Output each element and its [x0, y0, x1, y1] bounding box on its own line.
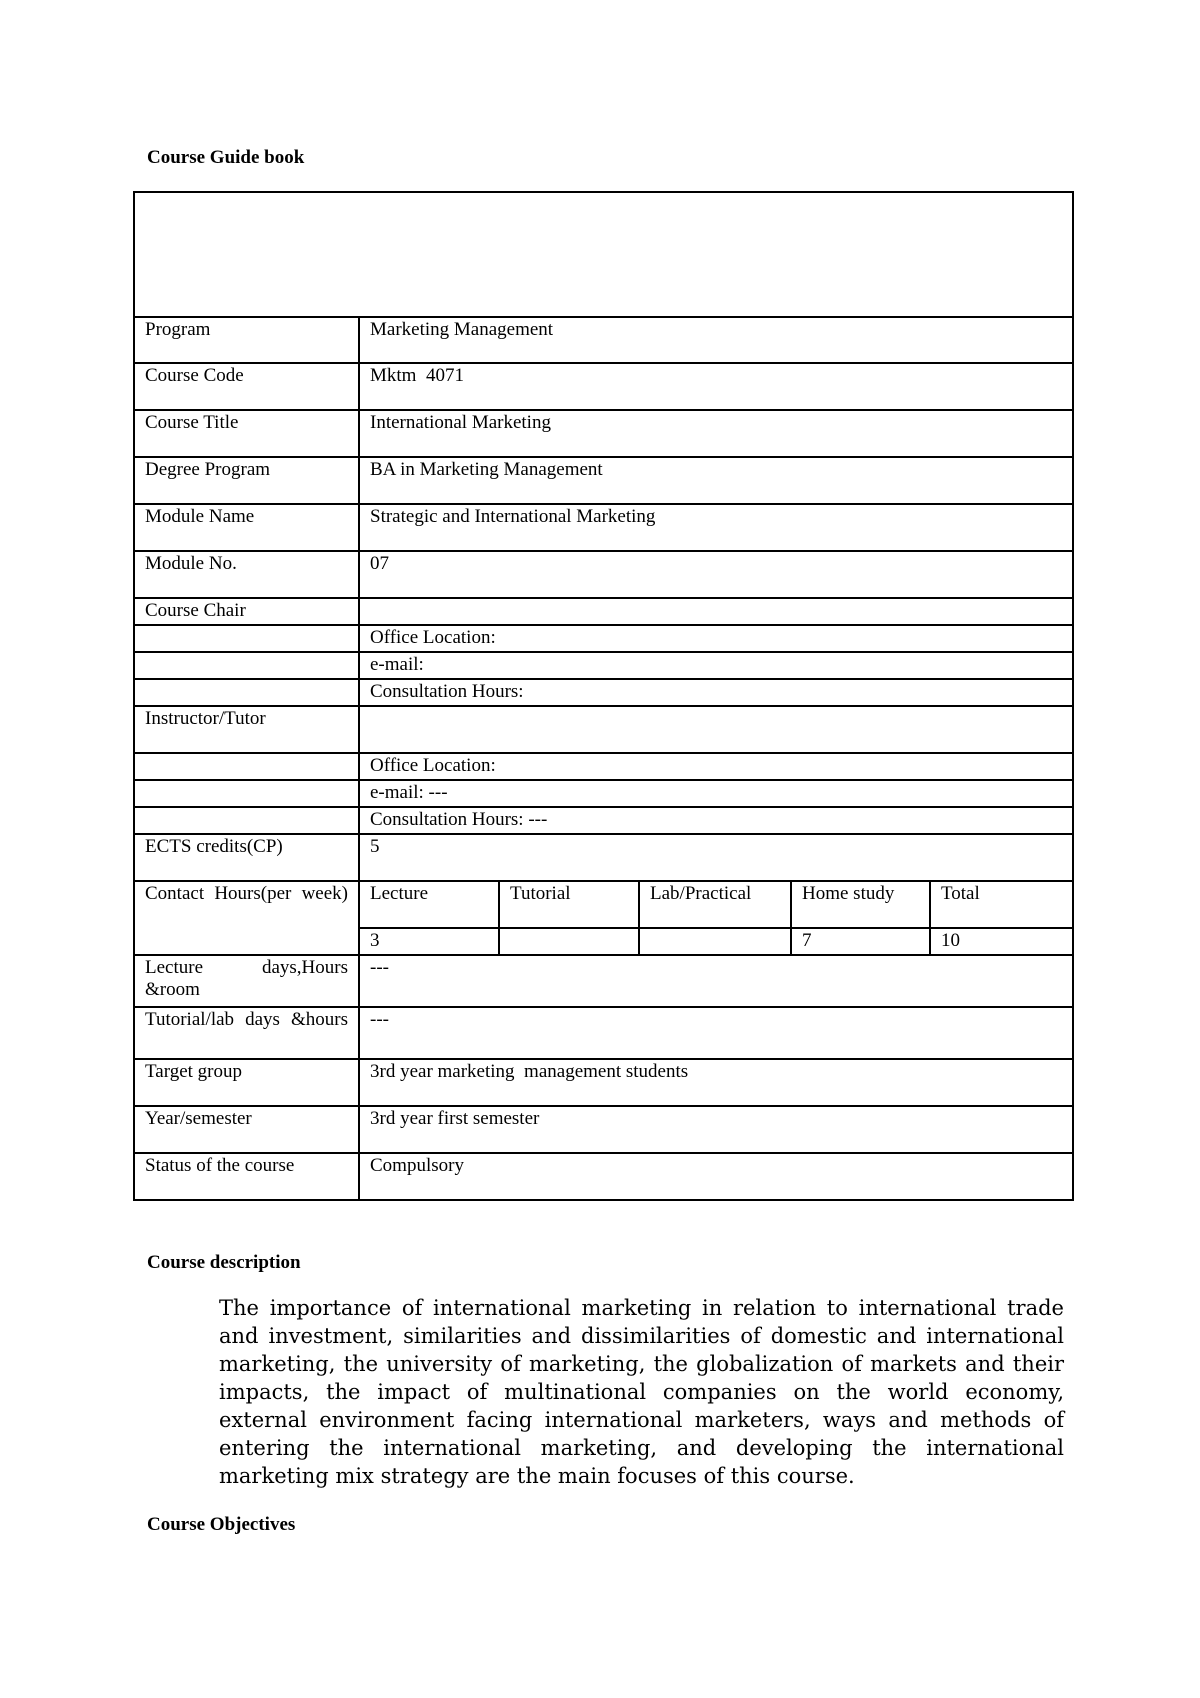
row-value: Mktm 4071: [359, 363, 1073, 410]
row-value: e-mail:: [359, 652, 1073, 679]
row-label: [134, 679, 359, 706]
row-label: [134, 807, 359, 834]
table-row: [134, 780, 1073, 807]
contact-value-cell: 10: [930, 928, 1073, 955]
row-label: Module No.: [134, 551, 359, 598]
row-label: Module Name: [134, 504, 359, 551]
table-row: [134, 457, 1073, 504]
row-value: e-mail: ---: [359, 780, 1073, 807]
row-label: Year/semester: [134, 1106, 359, 1153]
table-row: [134, 706, 1073, 753]
contact-header-cell: Total: [930, 881, 1073, 928]
course-description-text: [219, 1294, 1064, 1490]
contact-value-cell: [639, 928, 791, 955]
row-label: ECTS credits(CP): [134, 834, 359, 881]
row-label: Contact Hours(per week): [134, 881, 359, 955]
row-label: Status of the course: [134, 1153, 359, 1200]
row-label: Lecture days,Hours &room: [134, 955, 359, 1007]
table-row: [134, 753, 1073, 780]
course-objectives-heading: Course Objectives: [147, 1514, 296, 1535]
row-label: [134, 625, 359, 652]
row-value: Marketing Management: [359, 317, 1073, 363]
row-value: 3rd year marketing management students: [359, 1059, 1073, 1106]
row-value: 3rd year first semester: [359, 1106, 1073, 1153]
table-row: [134, 598, 1073, 625]
row-value: BA in Marketing Management: [359, 457, 1073, 504]
row-label: Target group: [134, 1059, 359, 1106]
row-value: Office Location:: [359, 753, 1073, 780]
contact-value-cell: [499, 928, 639, 955]
table-row: [134, 955, 1073, 1007]
row-label: [134, 780, 359, 807]
row-value: Consultation Hours:: [359, 679, 1073, 706]
table-header-blank-row: [134, 192, 1073, 317]
contact-header-cell: Lab/Practical: [639, 881, 791, 928]
table-row: [134, 363, 1073, 410]
row-value: Consultation Hours: ---: [359, 807, 1073, 834]
blank-header-cell: [134, 192, 1073, 317]
table-row: [134, 679, 1073, 706]
contact-value-cell: 3: [359, 928, 499, 955]
table-row: [134, 1007, 1073, 1059]
table-row: [134, 652, 1073, 679]
table-row: [134, 834, 1073, 881]
table-row: [134, 1059, 1073, 1106]
table-row: [134, 807, 1073, 834]
description-paragraph: The importance of international marketing in relation to international trade and investment, similarities and dissimilarities of domestic and international marketing, the university of marketing, the globalization of markets and their impacts, the impact of multinational companies on the world economy, external environment facing international marketers, ways and methods of entering the international marketing, and developing the international marketing mix strategy are the main focuses of this course.: [219, 1296, 1064, 1488]
row-value: ---: [359, 955, 1073, 1007]
contact-header-cell: Tutorial: [499, 881, 639, 928]
row-label: Course Title: [134, 410, 359, 457]
row-label: Course Chair: [134, 598, 359, 625]
course-info-table: [133, 191, 1074, 1201]
row-label: Instructor/Tutor: [134, 706, 359, 753]
table-row: [134, 1106, 1073, 1153]
contact-header-cell: Lecture: [359, 881, 499, 928]
table-row: [134, 1153, 1073, 1200]
row-value: Office Location:: [359, 625, 1073, 652]
row-value: 07: [359, 551, 1073, 598]
row-value: Compulsory: [359, 1153, 1073, 1200]
page-title: Course Guide book: [147, 147, 305, 168]
row-value: ---: [359, 1007, 1073, 1059]
row-value: Strategic and International Marketing: [359, 504, 1073, 551]
row-value: International Marketing: [359, 410, 1073, 457]
row-label: [134, 753, 359, 780]
table-row: [134, 317, 1073, 363]
table-row: [134, 551, 1073, 598]
row-value: 5: [359, 834, 1073, 881]
row-label: Program: [134, 317, 359, 363]
table-row: [134, 625, 1073, 652]
table-row: [134, 410, 1073, 457]
row-label: [134, 652, 359, 679]
row-label: Course Code: [134, 363, 359, 410]
row-value: [359, 706, 1073, 753]
contact-header-cell: Home study: [791, 881, 930, 928]
contact-hours-header-row: [134, 881, 1073, 928]
course-description-heading: Course description: [147, 1252, 301, 1273]
row-label: Tutorial/lab days &hours: [134, 1007, 359, 1059]
row-label: Degree Program: [134, 457, 359, 504]
row-value: [359, 598, 1073, 625]
table-row: [134, 504, 1073, 551]
contact-value-cell: 7: [791, 928, 930, 955]
